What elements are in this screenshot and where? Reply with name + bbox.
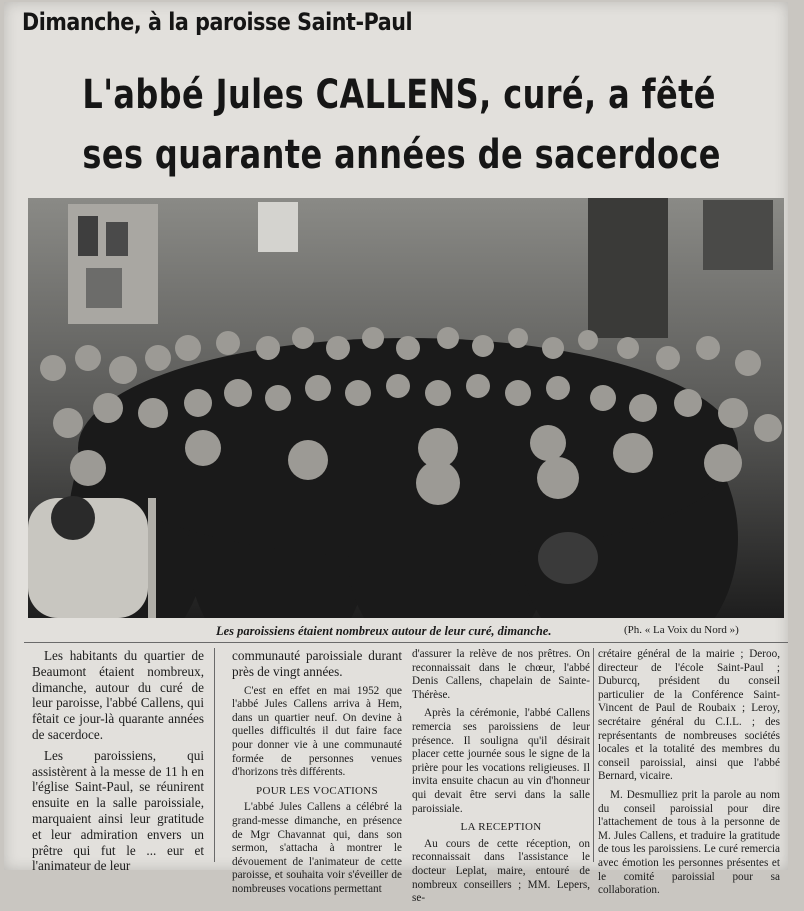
paragraph: Les habitants du quartier de Beaumont étaient nombreux, dimanche, autour du curé de leur paroisse, l'abbé Callens, qui fêtait ce jour-là quarante années de sacerdoce. — [32, 648, 204, 742]
divider — [24, 642, 788, 643]
paragraph: Au cours de cette réception, on reconnaissait dans l'assistance le docteur Leplat, maire, entouré de nombreux conseillers ; MM. Lepers, se- — [412, 837, 590, 905]
photo-caption: Les paroissiens étaient nombreux autour de leur curé, dimanche. — [216, 624, 552, 638]
paragraph: L'abbé Jules Callens a célébré la grand-messe dimanche, en présence de Mgr Chavannat qui, dans son sermon, s'attacha à montrer le dévouement de l'animateur de cette paroisse, et souhaita voir s'éveiller de nombreuses vocations permettant — [232, 801, 402, 895]
crowd-photo-icon — [28, 198, 784, 618]
headline-line-1: L'abbé Jules CALLENS, curé, a fêté — [82, 72, 716, 118]
paragraph: M. Desmulliez prit la parole au nom du conseil paroissial pour dire l'attachement de tous à la personne de M. Jules Callens, et traduire la gratitude de tous les paroissiens. Le curé remercia avec émotion les personnes présentes et le comité paroissial pour sa collaboration. — [598, 788, 780, 897]
subheading-vocations: POUR LES VOCATIONS — [256, 784, 378, 797]
paragraph: Après la cérémonie, l'abbé Callens remercia ses paroissiens de leur présence. Il souligna qu'il désirait placer cette journée sous le signe de la prière pour les vocations religieuses. Il invita ensuite chacun au vin d'honneur qui devait être servi dans la salle paroissiale. — [412, 707, 590, 815]
photo-credit: (Ph. « La Voix du Nord ») — [624, 624, 739, 636]
article-column-2 — [232, 648, 402, 902]
article-column-4 — [598, 648, 780, 903]
paragraph: communauté paroissiale durant près de vingt années. — [232, 648, 402, 679]
kicker-heading: Dimanche, à la paroisse Saint-Paul — [22, 8, 413, 36]
newspaper-clipping — [4, 2, 788, 905]
headline-line-2: ses quarante années de sacerdoce — [82, 132, 721, 178]
crowd-photo — [28, 198, 784, 618]
paragraph: Les paroissiens, qui assistèrent à la messe de 11 h en l'église Saint-Paul, se réunirent ensuite en la salle paroissiale, marquaient ainsi leur gratitude et leur admiration envers un prêtre qui fut le ... eur et l'animateur de leur — [32, 747, 204, 874]
subheading-reception: LA RECEPTION — [460, 821, 542, 834]
column-divider — [593, 648, 594, 862]
article-column-3 — [412, 648, 590, 911]
column-divider — [214, 648, 215, 862]
paragraph: d'assurer la relève de nos prêtres. On reconnaissait dans le chœur, l'abbé Denis Callens, chapelain de Sainte-Thérèse. — [412, 648, 590, 701]
paragraph: C'est en effet en mai 1952 que l'abbé Jules Callens arriva à Hem, dans un quartier neuf. On devine à quelles difficultés il dut faire face pour donner vie à une communauté formée de personnes venues d'horizons très différents. — [232, 684, 402, 779]
paragraph: crétaire général de la mairie ; Deroo, directeur de l'école Saint-Paul ; Duburcq, président du conseil particulier de la Conférence Saint-Vincent de Paul de Roubaix ; Leroy, secrétaire général du C.I.L. ; des représentants de nombreuses sociétés locales et la totalité des membres du conseil paroissial, ainsi que l'abbé Bernard, vicaire. — [598, 648, 780, 783]
article-column-1 — [32, 648, 204, 879]
